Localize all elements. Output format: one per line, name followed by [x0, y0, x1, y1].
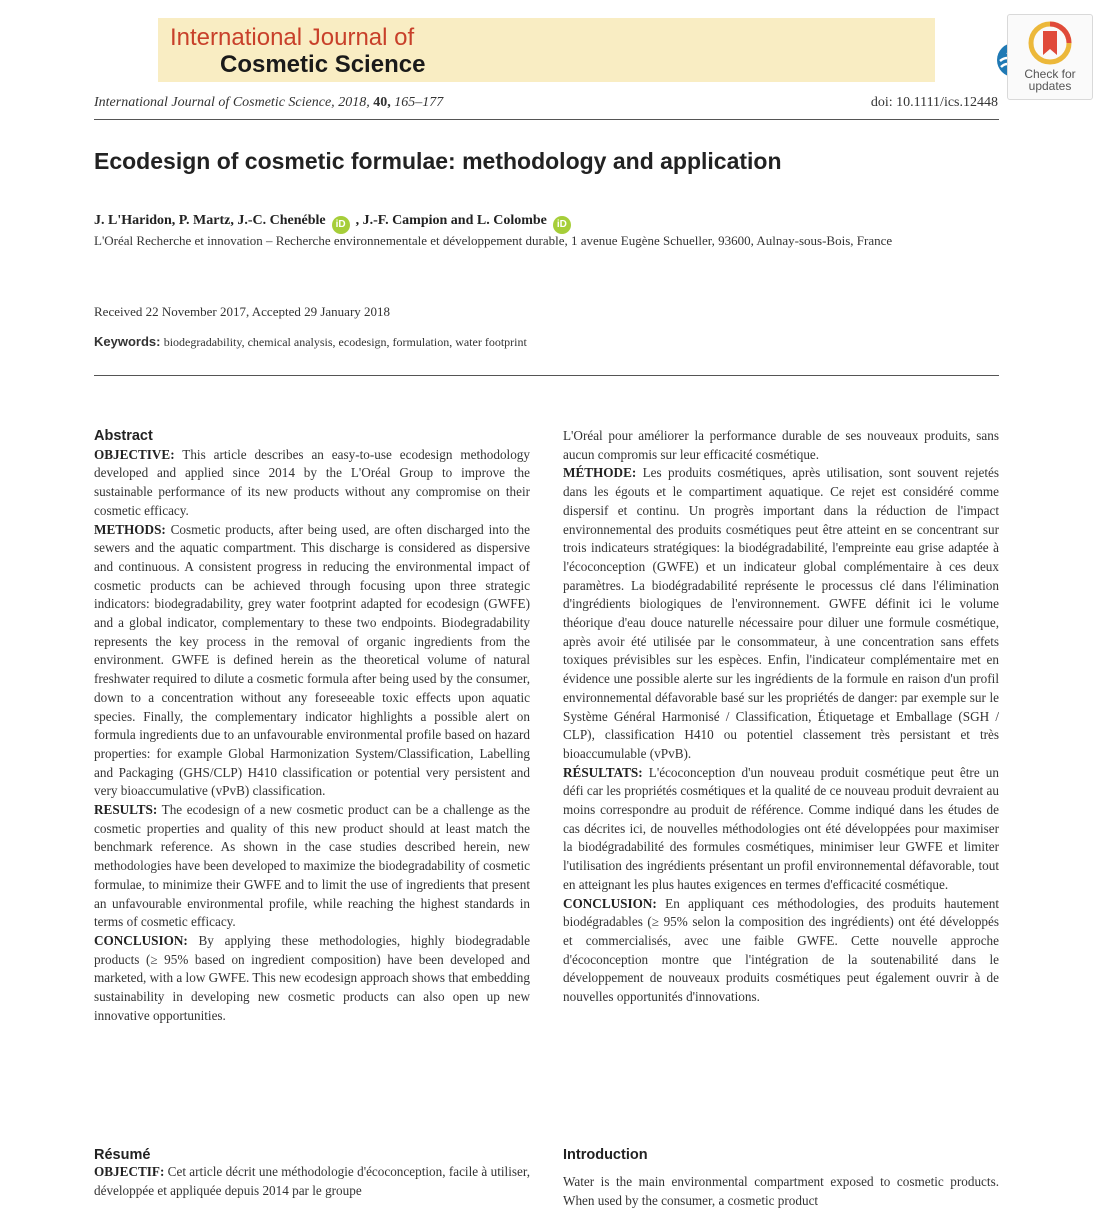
citation-volume: 40, [373, 95, 391, 110]
abstract-section [94, 427, 530, 1026]
abstract-heading: Abstract [94, 428, 153, 444]
resume-objectif [94, 1163, 530, 1200]
citation-line [94, 95, 443, 111]
resume-continued-section [563, 427, 999, 1007]
citation-pages: 165–177 [394, 95, 444, 110]
results-label: RESULTS: [94, 802, 158, 818]
authors-part1: J. L'Haridon, P. Martz, J.-C. Chenéble [94, 213, 326, 228]
resume-resultats [563, 764, 999, 895]
objective-label: OBJECTIVE: [94, 446, 175, 462]
objectif-label: OBJECTIF: [94, 1164, 165, 1179]
introduction-text: Water is the main environmental compartment exposed to cosmetic products. When used by the consumer, a cosmetic product [563, 1174, 999, 1208]
journal-name-line2: Cosmetic Science [220, 51, 426, 78]
conclusion-text: By applying these methodologies, highly biodegradable products (≥ 95% based on ingredient composition) have been developed and marketed, with a low GWFE. This new ecodesign approach shows that embedding sustainability in developing new cosmetic products can also open up new innovative opportunities. [94, 932, 530, 1023]
orcid-icon[interactable]: iD [332, 216, 350, 234]
resume-conclusion-label: CONCLUSION: [563, 895, 657, 911]
resume-continuation: L'Oréal pour améliorer la performance durable de ses nouveaux produits, sans aucun compromis sur leur efficacité cosmétique. [563, 428, 999, 462]
check-for-updates-button[interactable] [1007, 14, 1093, 100]
check-updates-line1: Check for [1024, 67, 1076, 81]
conclusion-label: CONCLUSION: [94, 932, 188, 948]
journal-banner [158, 18, 935, 82]
abstract-results [94, 801, 530, 932]
received-dates: Received 22 November 2017, Accepted 29 January 2018 [94, 304, 391, 319]
resume-heading: Résumé [94, 1147, 151, 1163]
check-updates-line2: updates [1028, 79, 1072, 93]
abstract-conclusion [94, 932, 530, 1026]
methods-text: Cosmetic products, after being used, are often discharged into the sewers and the aquatic compartment. This discharge is considered as dispersive and continuous. A consistent progress in reducing the environmental impact of cosmetic products can be achieved through focusing upon three strategic indicators: biodegradability, grey water footprint adapted for ecodesign (GWFE) and a global indicator, complementary to these two endpoints. Biodegradability represents the key process in the removal of organic ingredients from the environment. GWFE is defined herein as the theoretical volume of natural freshwater required to dilute a cosmetic formula after being used by the consumer, down to a concentration without any foreseeable toxic effects upon aquatic species. Finally, the complementary indicator highlights a possible alert on formula ingredients due to an unfavourable environmental profile based on hazard properties: for example Global Harmonization System/Classification, Labelling and Packaging (GHS/CLP) H410 classification or potential very persistent and very bioaccumulative (vPvB) classification. [94, 521, 531, 799]
objectif-text: Cet article décrit une méthodologie d'écoconception, facile à utiliser, développée et appliquée depuis 2014 par le groupe [94, 1164, 530, 1198]
introduction-heading: Introduction [563, 1147, 648, 1163]
authors-part2: , J.-F. Campion and L. Colombe [355, 213, 547, 228]
article-title: Ecodesign of cosmetic formulae: methodology and application [94, 148, 782, 174]
doi-link[interactable]: doi: 10.1111/ics.12448 [870, 95, 998, 110]
resume-conclusion [563, 895, 999, 1007]
section-divider [94, 375, 999, 376]
abstract-methods [94, 521, 530, 802]
resultats-text: L'écoconception d'un nouveau produit cosmétique peut être un défi car les propriétés cosmétiques et la qualité de ce nouveau produit devraient au moins correspondre au produit de référence. Comme indiqué dans les études de cas décrites ici, de nouvelles méthodologies ont été développées pour maximiser la biodégradabilité des formules cosmétiques, minimiser leur GWFE et limiter l'utilisation des ingrédients présentant un profil environnemental défavorable, tout en atteignant les plus hautes exigences en termes d'efficacité cosmétique. [563, 764, 999, 892]
objective-text: This article describes an easy-to-use ecodesign methodology developed and applied since 2014 by the L'Oréal Group to improve the sustainable performance of its new products without any compromise on their cosmetic efficacy. [94, 446, 530, 518]
methods-label: METHODS: [94, 521, 166, 537]
methode-text: Les produits cosmétiques, après utilisation, sont souvent rejetés dans les égouts et le compartiment aquatique. Ce rejet est considéré comme dispersif et continu. Un progrès important dans la réduction de l'impact environnemental des produits cosmétiques peut être atteint en se concentrant sur trois indicateurs stratégiques: la biodégradabilité, l'empreinte eau grise adaptée à l'écoconception (GWFE) et un indicateur global complémentaire à ces deux paramètres. La biodégradabilité représente le processus clé dans l'élimination d'ingrédients biologiques de l'environnement. GWFE définit ici le volume théorique d'eau douce naturelle nécessaire pour diluer une formule cosmétique, après avoir été utilisée par le consommateur, à une concentration sans effets toxiques prévisibles sur les espèces. Enfin, l'indicateur complémentaire met en évidence une possible alerte sur les ingrédients de la formule en raison d'un profil environnemental défavorable basé sur les propriétés de danger: par exemple sur le Système Général Harmonisé / Classification, Étiquetage et Emballage (SGH / CLP), classification H410 ou potentiel classement très persistant et très bioaccumulable (vPvB). [563, 465, 1000, 761]
resultats-label: RÉSULTATS: [563, 764, 643, 780]
journal-name-line1: International Journal of [170, 24, 415, 51]
resume-methode [563, 464, 999, 763]
citation-journal: International Journal of Cosmetic Science, [94, 95, 335, 110]
results-text: The ecodesign of a new cosmetic product can be a challenge as the cosmetic properties and quality of this new product should at least match the benchmark reference. As shown in the case studies described herein, new methodologies have been developed to maximize the biodegradability of cosmetic formulae, to minimize their GWFE and to limit the use of ingredients that present an unfavourable environmental profile, while reaching the highest standards in terms of cosmetic efficacy. [94, 802, 530, 930]
keywords-label: Keywords: [94, 334, 161, 349]
resume-conclusion-text: En appliquant ces méthodologies, des produits hautement biodégradables (≥ 95% selon la composition des ingrédients) ont été développés et commercialisés, avec une faible GWFE. Cette nouvelle approche d'écoconception montre que l'intégration de la soutenabilité dans le développement de nouveaux produits cosmétiques peut également ouvrir à de nouvelles opportunités d'innovations. [563, 895, 999, 1005]
orcid-icon[interactable]: iD [553, 216, 571, 234]
keywords-value: biodegradability, chemical analysis, ecodesign, formulation, water footprint [163, 335, 527, 349]
methode-label: MÉTHODE: [563, 465, 637, 481]
keywords [94, 334, 527, 350]
abstract-objective [94, 446, 530, 521]
citation-year: 2018, [338, 95, 370, 110]
affiliation: L'Oréal Recherche et innovation – Recherche environnementale et développement durable, 1 avenue Eugène Schueller, 93600, Aulnay-sous-Bois, France [94, 233, 893, 248]
author-list [94, 213, 577, 234]
header-divider [94, 119, 999, 120]
bookmark-ring-icon [1028, 21, 1072, 65]
